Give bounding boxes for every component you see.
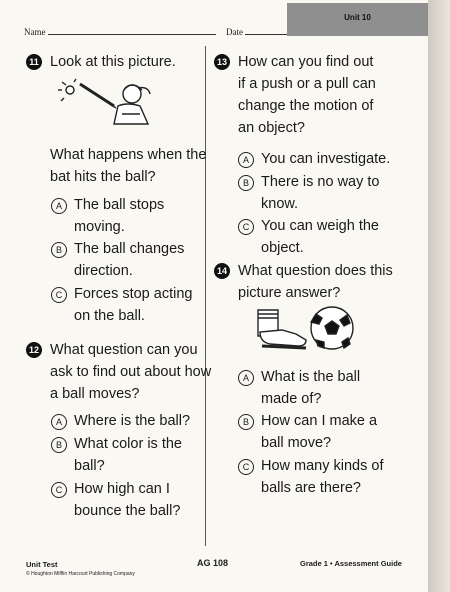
q14-option-a-line2: made of? [261, 391, 322, 407]
foot-kicking-ball-picture [250, 302, 360, 360]
date-line [245, 25, 290, 35]
q13-option-a-line1: You can investigate. [261, 151, 391, 167]
q11-question-line1: What happens when the [50, 147, 207, 163]
date-label: Date [226, 27, 243, 37]
q11-option-c-line1: Forces stop acting [74, 286, 193, 302]
name-label: Name [24, 27, 46, 37]
q12-option-c-line2: bounce the ball? [74, 503, 181, 519]
q11-option-a-line1: The ball stops [74, 197, 165, 213]
q12-option-c-line1: How high can I [74, 481, 170, 497]
q13-option-a-bubble[interactable]: A [238, 152, 254, 168]
q14-option-a-line1: What is the ball [261, 369, 361, 385]
q14-option-c-line2: balls are there? [261, 480, 361, 496]
q14-line2: picture answer? [238, 285, 341, 301]
baseball-batter-picture [58, 76, 168, 136]
column-divider [205, 46, 206, 546]
page-edge [428, 0, 450, 592]
q13-line4: an object? [238, 120, 305, 136]
footer-copyright: © Houghton Mifflin Harcourt Publishing Company [26, 571, 135, 577]
q12-option-c-bubble[interactable]: C [51, 482, 67, 498]
footer-page-number: AG 108 [197, 558, 229, 568]
q13-option-b-line2: know. [261, 196, 299, 212]
question-number-12: 12 [26, 342, 42, 358]
q14-option-b-line2: ball move? [261, 435, 332, 451]
q13-line1: How can you find out [238, 54, 374, 70]
q12-option-b-line1: What color is the [74, 436, 182, 452]
q12-line3: a ball moves? [50, 386, 140, 402]
footer-grade: Grade 1 • Assessment Guide [300, 559, 402, 568]
unit-box: Unit 10 [287, 3, 428, 36]
q11-option-c-line2: on the ball. [74, 308, 145, 324]
q13-line2: if a push or a pull can [238, 76, 376, 92]
q12-line2: ask to find out about how [50, 364, 212, 380]
q12-option-a-line1: Where is the ball? [74, 413, 191, 429]
q11-option-a-bubble[interactable]: A [51, 198, 67, 214]
q12-option-b-line2: ball? [74, 458, 105, 474]
date-field [226, 25, 290, 37]
q11-option-b-line2: direction. [74, 263, 133, 279]
q14-option-b-bubble[interactable]: B [238, 414, 254, 430]
name-field [24, 25, 216, 37]
question-number-14: 14 [214, 263, 230, 279]
q12-line1: What question can you [50, 342, 198, 358]
name-line [48, 25, 216, 35]
q11-option-a-line2: moving. [74, 219, 125, 235]
q14-option-c-bubble[interactable]: C [238, 459, 254, 475]
q13-option-c-bubble[interactable]: C [238, 219, 254, 235]
footer-unit-test: Unit Test [26, 560, 58, 569]
q13-option-b-line1: There is no way to [261, 174, 380, 190]
q14-option-b-line1: How can I make a [261, 413, 378, 429]
q12-option-a-bubble[interactable]: A [51, 414, 67, 430]
q14-line1: What question does this [238, 263, 393, 279]
q11-question-line2: bat hits the ball? [50, 169, 156, 185]
q11-option-b-bubble[interactable]: B [51, 242, 67, 258]
q14-option-c-line1: How many kinds of [261, 458, 384, 474]
q13-line3: change the motion of [238, 98, 374, 114]
q11-prompt: Look at this picture. [50, 54, 176, 70]
q11-option-c-bubble[interactable]: C [51, 287, 67, 303]
q14-option-a-bubble[interactable]: A [238, 370, 254, 386]
q13-option-b-bubble[interactable]: B [238, 175, 254, 191]
question-number-11: 11 [26, 54, 42, 70]
question-number-13: 13 [214, 54, 230, 70]
q12-option-b-bubble[interactable]: B [51, 437, 67, 453]
q13-option-c-line2: object. [261, 240, 304, 256]
q11-option-b-line1: The ball changes [74, 241, 185, 257]
q13-option-c-line1: You can weigh the [261, 218, 379, 234]
